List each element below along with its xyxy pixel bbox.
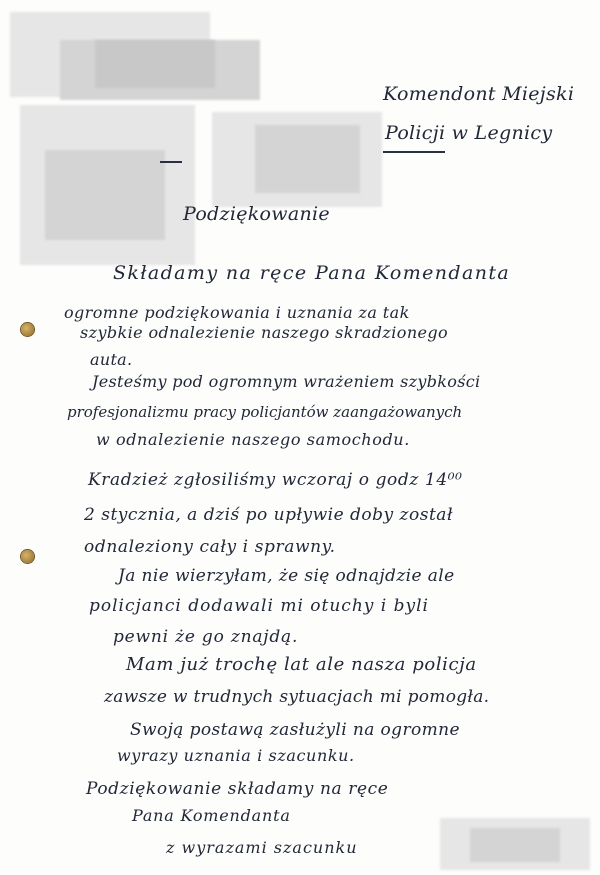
redacted-block-address-2 <box>45 150 165 240</box>
dash-mark <box>160 161 182 163</box>
body-line: odnaleziony cały i sprawny. <box>84 537 336 557</box>
body-line: Podziękowanie składamy na ręce <box>86 779 389 799</box>
body-line: policjanci dodawali mi otuchy i byli <box>89 596 429 616</box>
body-line: zawsze w trudnych sytuacjach mi pomogła. <box>104 687 490 707</box>
body-line: Kradzież zgłosiliśmy wczoraj o godz 14⁰⁰ <box>88 470 463 490</box>
body-line: profesjonalizmu pracy policjantów zaangażowanych <box>67 403 463 421</box>
addressee-line-1: Komendont Miejski <box>383 83 575 105</box>
body-line: Pana Komendanta <box>132 806 291 825</box>
body-line: z wyrazami szacunku <box>166 838 358 857</box>
addressee-line-2: Policji w Legnicy <box>385 122 553 144</box>
body-line: Jesteśmy pod ogromnym wrażeniem szybkości <box>92 372 481 391</box>
body-line: 2 stycznia, a dziś po upływie doby został <box>84 505 453 525</box>
punch-hole-top <box>21 323 34 336</box>
body-line: szybkie odnalezienie naszego skradzionego <box>80 323 449 342</box>
body-line: Ja nie wierzyłam, że się odnajdzie ale <box>118 566 455 586</box>
body-line: w odnalezienie naszego samochodu. <box>96 430 410 449</box>
body-line: auta. <box>90 350 133 369</box>
body-line: Mam już trochę lat ale nasza policja <box>126 654 477 675</box>
addressee-underline <box>383 151 445 153</box>
letter-title: Podziękowanie <box>183 203 330 225</box>
body-line: Składamy na ręce Pana Komendanta <box>113 262 511 284</box>
redacted-signature-2 <box>470 828 560 862</box>
body-line: Swoją postawą zasłużyli na ogromne <box>130 720 460 740</box>
body-line: wyrazy uznania i szacunku. <box>117 746 355 765</box>
body-line: pewni że go znajdą. <box>113 627 299 647</box>
redacted-block-name <box>95 40 215 88</box>
redacted-block-date-2 <box>255 125 360 193</box>
punch-hole-bottom <box>21 550 34 563</box>
body-line: ogromne podziękowania i uznania za tak <box>64 303 410 322</box>
